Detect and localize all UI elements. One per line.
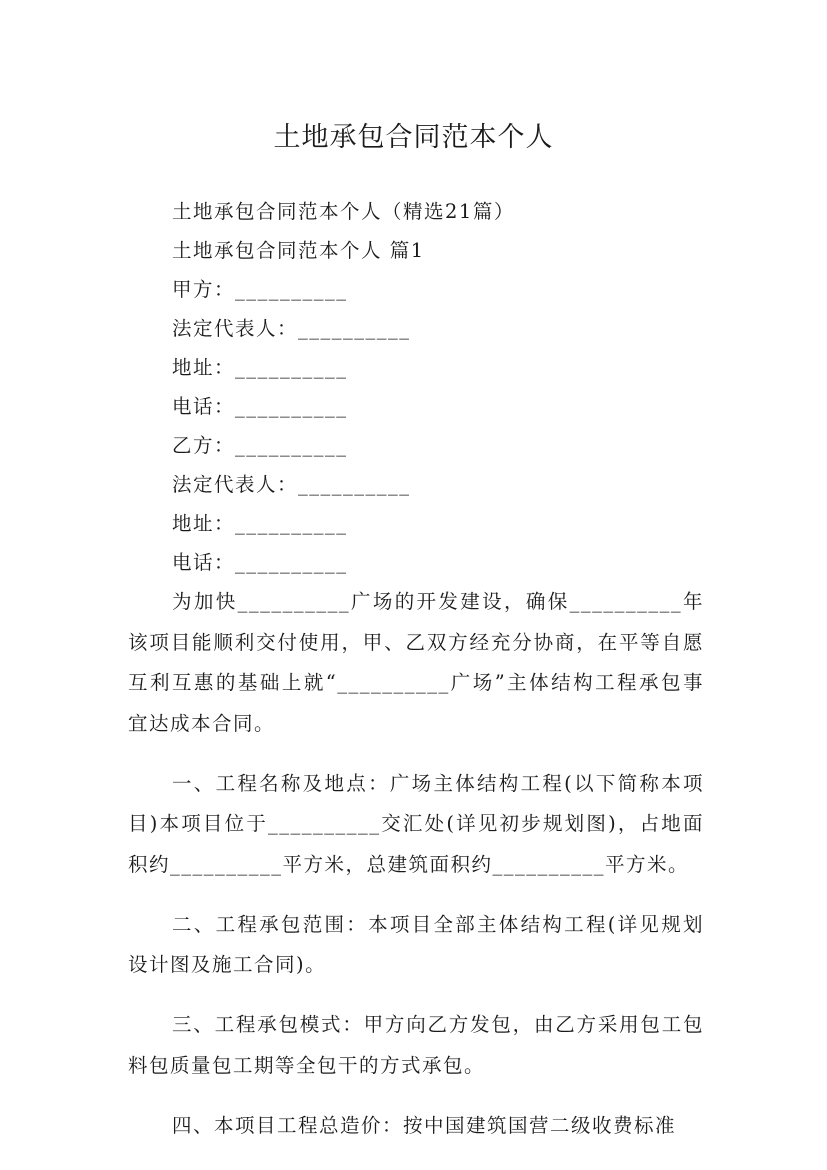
party-b-phone: 电话：__________: [172, 551, 348, 574]
document-body: [128, 192, 704, 1166]
party-b-representative: 法定代表人：__________: [172, 473, 411, 496]
party-a-label: 甲方：__________: [172, 278, 348, 301]
paragraph-project-name-location: 一、工程名称及地点：广场主体结构工程(以下简称本项目)本项目位于__________交汇处(详见初步规划图)，占地面积约__________平方米，总建筑面积约__________平方米。: [128, 771, 704, 876]
paragraph-contract-mode: 三、工程承包模式：甲方向乙方发包，由乙方采用包工包料包质量包工期等全包干的方式承包。: [128, 1013, 704, 1077]
document-title: 土地承包合同范本个人: [273, 122, 554, 154]
paragraph-total-cost: 四、本项目工程总造价：按中国建筑国营二级收费标准: [172, 1113, 677, 1137]
document-subtitle: 土地承包合同范本个人（精选21篇）: [172, 200, 515, 223]
paragraph-preamble: 为加快__________广场的开发建设，确保__________年该项目能顺利交付使用，甲、乙双方经充分协商，在平等自愿互利互惠的基础上就“__________广场”主体结构工程承包事宜达成本合同。: [128, 590, 704, 735]
party-a-representative: 法定代表人：__________: [172, 317, 411, 340]
party-b-label: 乙方：__________: [172, 434, 348, 457]
party-b-address: 地址：__________: [172, 512, 348, 535]
party-a-phone: 电话：__________: [172, 395, 348, 418]
party-a-address: 地址：__________: [172, 356, 348, 379]
section-heading: 土地承包合同范本个人 篇1: [172, 239, 425, 262]
paragraph-contract-scope: 二、工程承包范围：本项目全部主体结构工程(详见规划设计图及施工合同)。: [128, 912, 704, 976]
